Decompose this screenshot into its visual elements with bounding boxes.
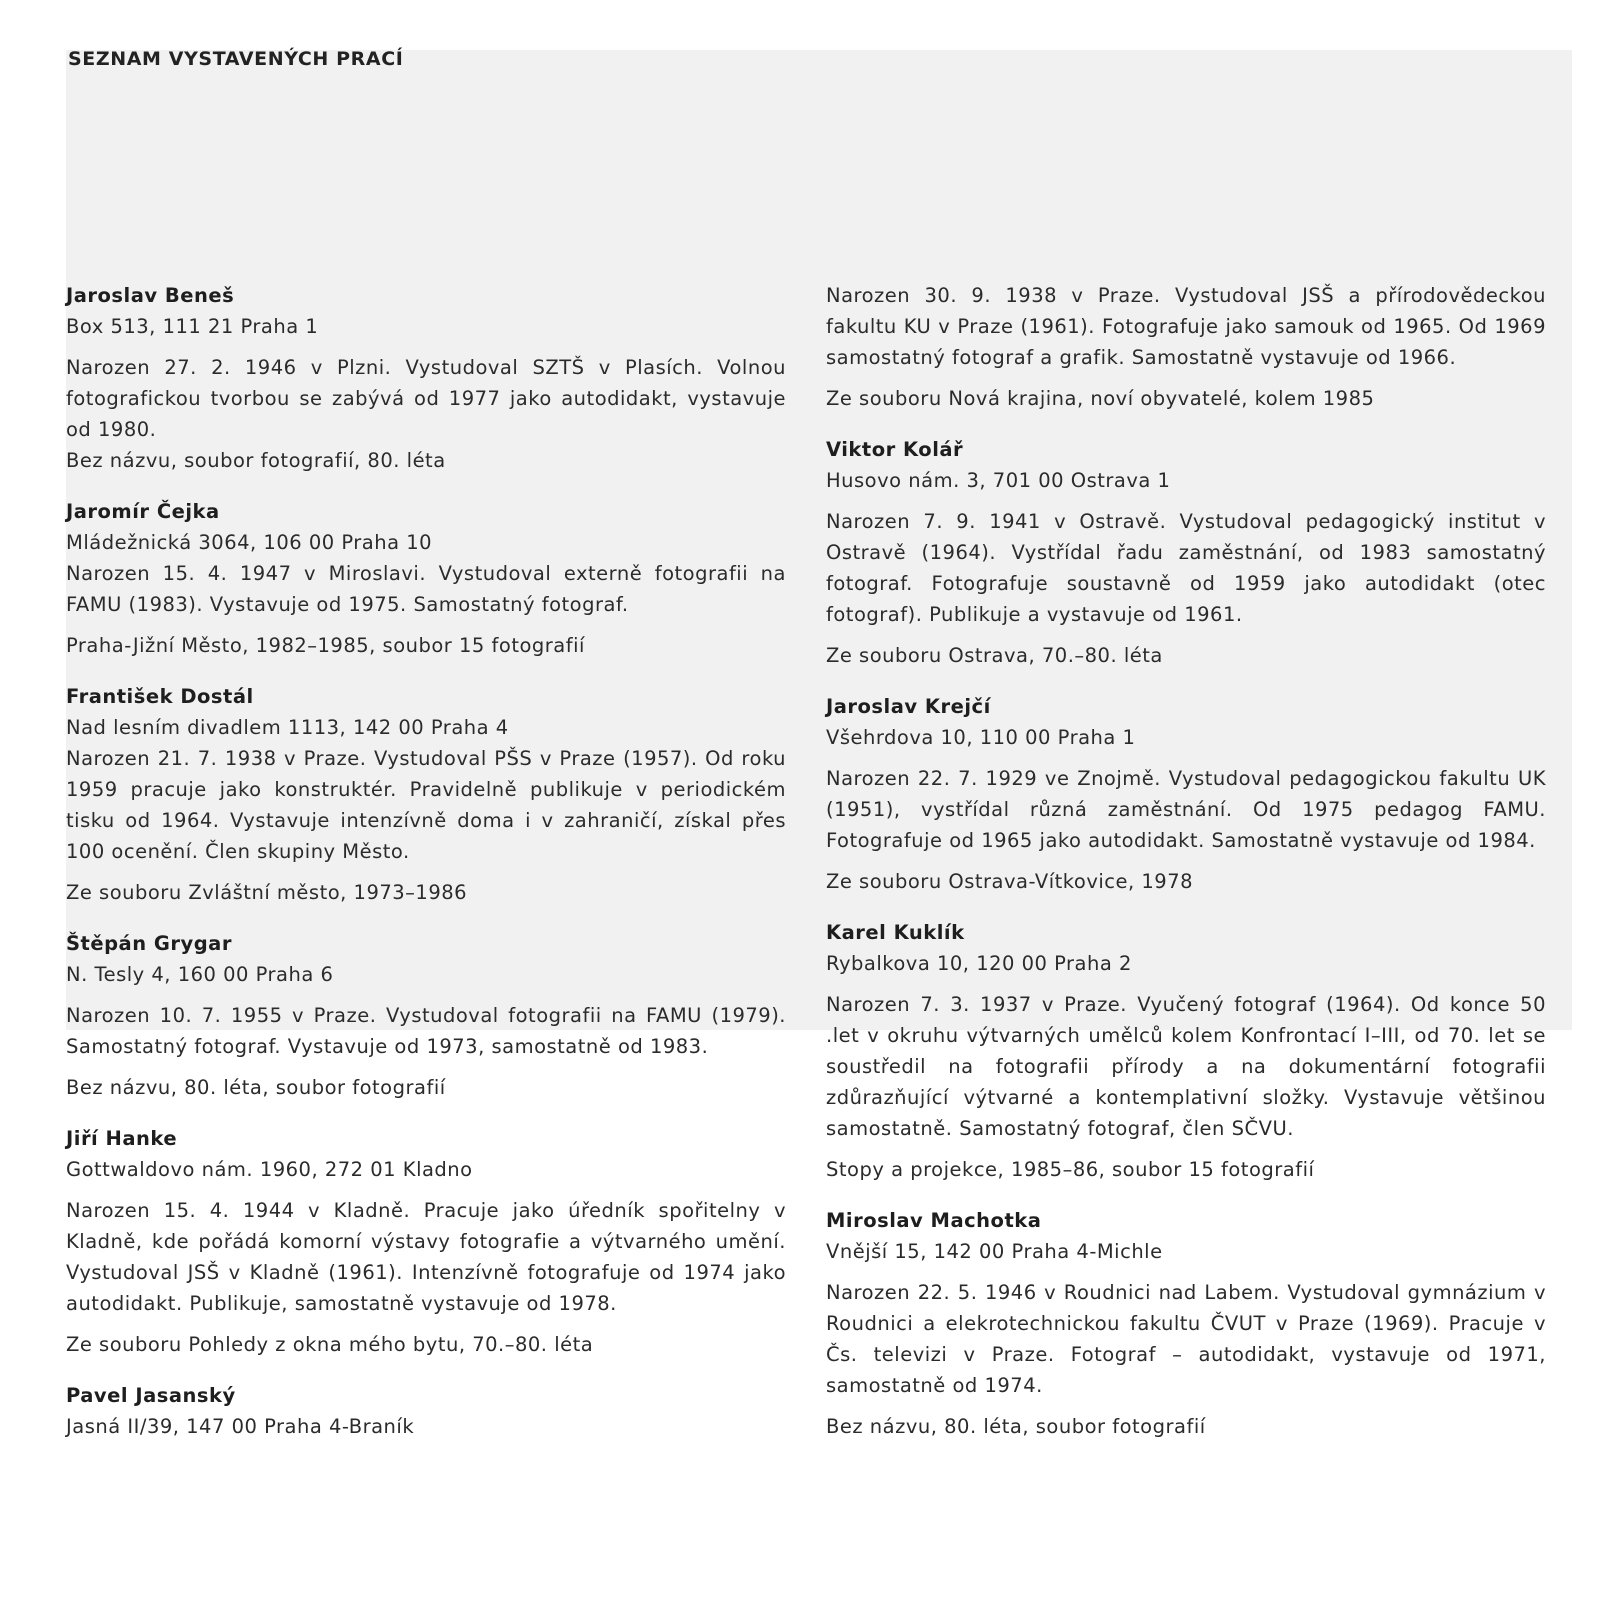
artist-entry xyxy=(66,280,786,476)
artist-address: Jasná II/39, 147 00 Praha 4-Braník xyxy=(66,1415,415,1438)
artist-address: N. Tesly 4, 160 00 Praha 6 xyxy=(66,963,334,986)
artist-name: Viktor Kolář xyxy=(826,438,964,461)
artist-bio: Narozen 15. 4. 1944 v Kladně. Pracuje jako úředník spořitelny v Kladně, kde pořádá komorní výstavy fotografie a výtvarného umění. Vystudoval JSŠ v Kladně (1961). Intenzívně fotografuje od 1974 jako autodidakt. Publikuje, samostatně vystavuje od 1978. xyxy=(66,1199,786,1315)
artist-name: Pavel Jasanský xyxy=(66,1384,236,1407)
artist-bio: Narozen 7. 3. 1937 v Praze. Vyučený fotograf (1964). Od konce 50 .let v okruhu výtvarných umělců kolem Konfrontací I–III, od 70. let se soustředil na fotografii přírody a na dokumentární fotografii zdůrazňující výtvarné a kontemplativní složky. Vystavuje většinou samostatně. Samostatný fotograf, člen SČVU. xyxy=(826,993,1546,1140)
artist-entry xyxy=(826,1205,1546,1442)
left-column xyxy=(66,280,786,1462)
artist-entry xyxy=(66,1380,786,1442)
exhibited-work: Ze souboru Ostrava-Vítkovice, 1978 xyxy=(826,870,1194,893)
exhibited-work: Ze souboru Nová krajina, noví obyvatelé, kolem 1985 xyxy=(826,387,1375,410)
artist-bio: Narozen 22. 5. 1946 v Roudnici nad Labem. Vystudoval gymnázium v Roudnici a elekrotechnickou fakultu ČVUT v Praze (1969). Pracuje v Čs. televizi v Praze. Fotograf – autodidakt, vystavuje od 1971, samostatně od 1974. xyxy=(826,1281,1546,1397)
artist-entry xyxy=(826,917,1546,1185)
artist-name: Jaroslav Krejčí xyxy=(826,695,991,718)
exhibited-work: Ze souboru Ostrava, 70.–80. léta xyxy=(826,644,1163,667)
artist-entry xyxy=(826,434,1546,671)
exhibited-work: Ze souboru Zvláštní město, 1973–1986 xyxy=(66,881,468,904)
artist-address: Mládežnická 3064, 106 00 Praha 10 xyxy=(66,531,433,554)
artist-name: František Dostál xyxy=(66,685,254,708)
artist-bio: Narozen 22. 7. 1929 ve Znojmě. Vystudoval pedagogickou fakultu UK (1951), vystřídal různá zaměstnání. Od 1975 pedagog FAMU. Fotografuje od 1965 jako autodidakt. Samostatně vystavuje od 1984. xyxy=(826,767,1546,852)
artist-name: Jaromír Čejka xyxy=(66,500,220,523)
artist-bio: Narozen 10. 7. 1955 v Praze. Vystudoval fotografii na FAMU (1979). Samostatný fotograf. Vystavuje od 1973, samostatně od 1983. xyxy=(66,1004,786,1058)
artist-address: Husovo nám. 3, 701 00 Ostrava 1 xyxy=(826,469,1171,492)
right-column xyxy=(826,280,1546,1462)
artist-address: Vnější 15, 142 00 Praha 4-Michle xyxy=(826,1240,1163,1263)
artist-bio: Narozen 15. 4. 1947 v Miroslavi. Vystudoval externě fotografii na FAMU (1983). Vystavuje od 1975. Samostatný fotograf. xyxy=(66,562,786,616)
artist-bio: Narozen 30. 9. 1938 v Praze. Vystudoval JSŠ a přírodovědeckou fakultu KU v Praze (1961). Fotografuje jako samouk od 1965. Od 1969 samostatný fotograf a grafik. Samostatně vystavuje od 1966. xyxy=(826,284,1546,369)
exhibited-work: Praha-Jižní Město, 1982–1985, soubor 15 fotografií xyxy=(66,634,585,657)
artist-bio: Narozen 21. 7. 1938 v Praze. Vystudoval PŠS v Praze (1957). Od roku 1959 pracuje jako konstruktér. Pravidelně publikuje v periodickém tisku od 1964. Vystavuje intenzívně doma i v zahraničí, získal přes 100 ocenění. Člen skupiny Město. xyxy=(66,747,786,863)
artist-entry xyxy=(66,496,786,661)
exhibited-work: Bez názvu, soubor fotografií, 80. léta xyxy=(66,449,446,472)
artist-entry xyxy=(826,691,1546,897)
artist-name: Miroslav Machotka xyxy=(826,1209,1042,1232)
artist-address: Nad lesním divadlem 1113, 142 00 Praha 4 xyxy=(66,716,509,739)
artist-bio: Narozen 27. 2. 1946 v Plzni. Vystudoval SZTŠ v Plasích. Volnou fotografickou tvorbou se zabývá od 1977 jako autodidakt, vystavuje od 1980. xyxy=(66,356,786,441)
artist-name: Karel Kuklík xyxy=(826,921,965,944)
exhibited-work: Ze souboru Pohledy z okna mého bytu, 70.–80. léta xyxy=(66,1333,594,1356)
artist-address: Gottwaldovo nám. 1960, 272 01 Kladno xyxy=(66,1158,473,1181)
exhibited-work: Bez názvu, 80. léta, soubor fotografií xyxy=(66,1076,446,1099)
artist-name: Jaroslav Beneš xyxy=(66,284,235,307)
exhibited-work: Stopy a projekce, 1985–86, soubor 15 fotografií xyxy=(826,1158,1315,1181)
artist-entry xyxy=(66,1123,786,1360)
page-title: SEZNAM VYSTAVENÝCH PRACÍ xyxy=(68,48,404,70)
artist-address: Rybalkova 10, 120 00 Praha 2 xyxy=(826,952,1132,975)
artist-address: Všehrdova 10, 110 00 Praha 1 xyxy=(826,726,1136,749)
artist-entry-continued xyxy=(826,280,1546,414)
artist-entry xyxy=(66,928,786,1103)
artist-bio: Narozen 7. 9. 1941 v Ostravě. Vystudoval pedagogický institut v Ostravě (1964). Vystřídal řadu zaměstnání, od 1983 samostatný fotograf. Fotografuje soustavně od 1959 jako autodidakt (otec fotograf). Publikuje a vystavuje od 1961. xyxy=(826,510,1546,626)
exhibited-work: Bez názvu, 80. léta, soubor fotografií xyxy=(826,1415,1206,1438)
artist-entry xyxy=(66,681,786,908)
artist-name: Jiří Hanke xyxy=(66,1127,178,1150)
artist-name: Štěpán Grygar xyxy=(66,932,232,955)
artist-address: Box 513, 111 21 Praha 1 xyxy=(66,315,319,338)
